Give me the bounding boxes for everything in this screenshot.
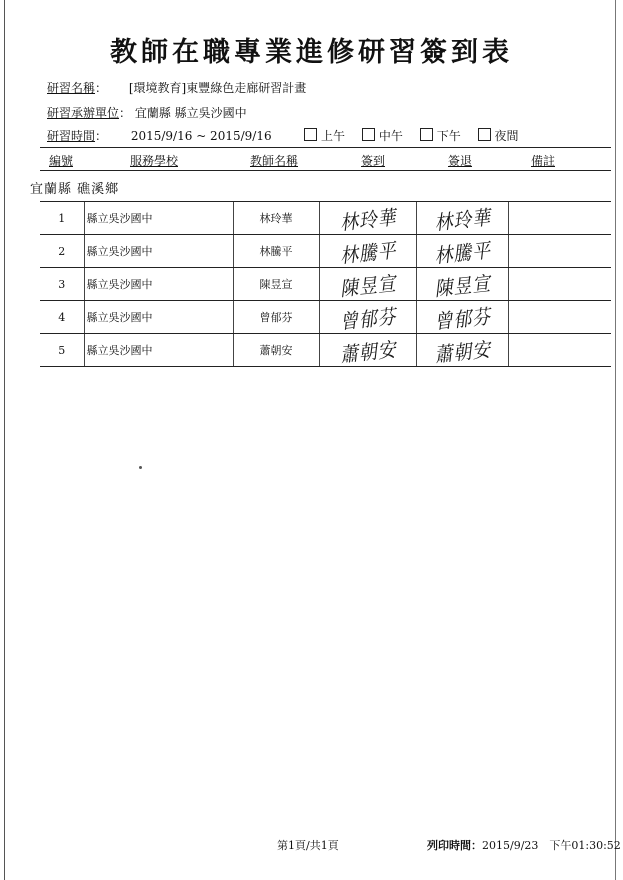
row-sign-out — [416, 301, 508, 334]
column-header-teacher: 教師名稱 — [249, 154, 299, 168]
page-title: 教師在職專業進修研習簽到表 — [110, 37, 513, 68]
handwritten-signature: 蕭朝安 — [432, 336, 492, 367]
host-unit-label: 研習承辦單位 — [47, 106, 120, 120]
handwritten-signature: 曾郁芬 — [338, 303, 398, 334]
checkbox-icon — [304, 128, 317, 141]
course-name-value: [環境教育]東豐綠色走廊研習計畫 — [128, 81, 307, 95]
row-sign-out — [416, 268, 508, 301]
column-header-school: 服務學校 — [129, 154, 179, 168]
row-sign-in — [319, 301, 416, 334]
handwritten-signature: 林玲華 — [338, 204, 398, 235]
row-school: 縣立吳沙國中 — [84, 202, 233, 235]
row-sign-out — [416, 202, 508, 235]
period-evening: 夜間 — [478, 127, 519, 144]
row-school: 縣立吳沙國中 — [84, 268, 233, 301]
checkbox-icon — [362, 128, 375, 141]
row-sign-out — [416, 235, 508, 268]
print-time-value: 2015/9/23 下午01:30:52 — [482, 839, 621, 852]
row-note — [508, 235, 611, 268]
print-time — [427, 837, 621, 853]
page-indicator: 第1頁/共1頁 — [277, 839, 339, 852]
handwritten-signature: 林玲華 — [432, 204, 492, 235]
row-note — [508, 334, 611, 367]
row-school: 縣立吳沙國中 — [84, 334, 233, 367]
table-row — [40, 301, 611, 334]
print-time-label: 列印時間： — [427, 839, 482, 852]
row-note — [508, 202, 611, 235]
row-sign-in — [319, 235, 416, 268]
row-teacher: 林騰平 — [233, 235, 319, 268]
row-sign-in — [319, 334, 416, 367]
handwritten-signature: 林騰平 — [432, 237, 492, 268]
region-heading: 宜蘭縣 礁溪鄉 — [30, 182, 120, 197]
period-afternoon: 下午 — [420, 127, 461, 144]
checkbox-icon — [420, 128, 433, 141]
row-number: 2 — [40, 235, 84, 268]
row-note — [508, 301, 611, 334]
period-options — [304, 127, 532, 144]
table-row — [40, 202, 611, 235]
table-row — [40, 235, 611, 268]
row-number: 1 — [40, 202, 84, 235]
sign-in-table — [40, 201, 611, 367]
row-school: 縣立吳沙國中 — [84, 301, 233, 334]
row-sign-in — [319, 268, 416, 301]
column-header-sign-in: 簽到 — [360, 154, 386, 168]
course-time-row: 研習時間： 2015/9/16 ~ 2015/9/16 — [47, 129, 272, 143]
row-teacher: 林玲華 — [233, 202, 319, 235]
table-row — [40, 268, 611, 301]
table-row — [40, 334, 611, 367]
handwritten-signature: 陳昱宣 — [432, 270, 492, 301]
course-time-value: 2015/9/16 ~ 2015/9/16 — [130, 129, 272, 143]
header-top-rule — [40, 147, 611, 148]
scan-edge-right — [615, 0, 616, 880]
row-number: 5 — [40, 334, 84, 367]
scan-speck — [139, 466, 142, 469]
host-unit-value: 宜蘭縣 縣立吳沙國中 — [134, 106, 247, 120]
scan-edge-left — [4, 0, 5, 880]
host-unit-row: 研習承辦單位： 宜蘭縣 縣立吳沙國中 — [47, 106, 247, 120]
column-header-sign-out: 簽退 — [447, 154, 473, 168]
course-name-label: 研習名稱 — [47, 81, 96, 95]
period-noon: 中午 — [362, 127, 403, 144]
header-bottom-rule — [40, 170, 611, 171]
checkbox-icon — [478, 128, 491, 141]
row-number: 3 — [40, 268, 84, 301]
row-sign-in — [319, 202, 416, 235]
row-note — [508, 268, 611, 301]
row-teacher: 蕭朝安 — [233, 334, 319, 367]
row-school: 縣立吳沙國中 — [84, 235, 233, 268]
handwritten-signature: 蕭朝安 — [338, 336, 398, 367]
period-morning: 上午 — [304, 127, 345, 144]
row-number: 4 — [40, 301, 84, 334]
course-time-label: 研習時間 — [47, 129, 96, 143]
handwritten-signature: 陳昱宣 — [338, 270, 398, 301]
row-teacher: 曾郁芬 — [233, 301, 319, 334]
row-sign-out — [416, 334, 508, 367]
column-header-note: 備註 — [530, 154, 556, 168]
row-teacher: 陳昱宣 — [233, 268, 319, 301]
column-header-no: 編號 — [48, 154, 74, 168]
course-name-row: 研習名稱： [環境教育]東豐綠色走廊研習計畫 — [47, 81, 307, 95]
handwritten-signature: 曾郁芬 — [432, 303, 492, 334]
handwritten-signature: 林騰平 — [338, 237, 398, 268]
